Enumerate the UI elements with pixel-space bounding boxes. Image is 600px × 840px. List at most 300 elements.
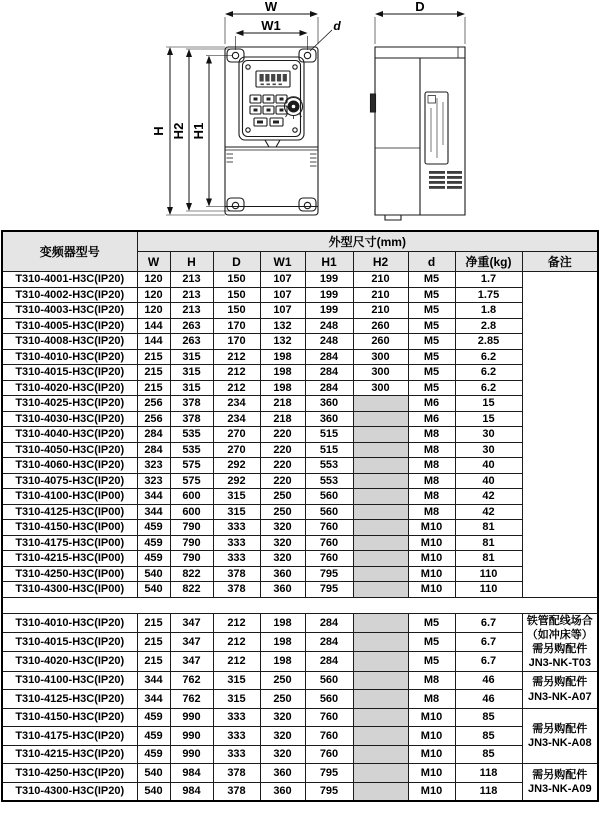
cell-w1: 250 bbox=[260, 489, 305, 505]
cell-h1: 760 bbox=[305, 745, 353, 764]
cell-w1: 220 bbox=[260, 458, 305, 474]
cell-weight: 30 bbox=[455, 427, 522, 443]
cell-screw: M8 bbox=[408, 690, 455, 709]
cell-screw: M8 bbox=[408, 489, 455, 505]
section-separator bbox=[2, 597, 598, 613]
cell-weight: 1.7 bbox=[455, 272, 522, 288]
table-row bbox=[2, 411, 598, 427]
table-row bbox=[2, 727, 598, 746]
cell-d: 378 bbox=[213, 566, 260, 582]
cell-screw: M5 bbox=[408, 318, 455, 334]
cell-w: 540 bbox=[137, 782, 170, 801]
table-row bbox=[2, 349, 598, 365]
cell-h2 bbox=[353, 520, 408, 536]
cell-weight: 42 bbox=[455, 504, 522, 520]
dim-label-w: W bbox=[264, 0, 278, 14]
cell-w1: 198 bbox=[260, 380, 305, 396]
table-row bbox=[2, 504, 598, 520]
cell-model: T310-4150-H3C(IP20) bbox=[2, 708, 137, 727]
cell-h2 bbox=[353, 504, 408, 520]
cell-d: 315 bbox=[213, 671, 260, 690]
cell-h2 bbox=[353, 671, 408, 690]
cell-w1: 220 bbox=[260, 442, 305, 458]
cell-weight: 2.85 bbox=[455, 334, 522, 350]
cell-screw: M10 bbox=[408, 566, 455, 582]
cell-model: T310-4001-H3C(IP20) bbox=[2, 272, 137, 288]
cell-weight: 6.7 bbox=[455, 632, 522, 651]
cell-h1: 560 bbox=[305, 504, 353, 520]
cell-h1: 199 bbox=[305, 303, 353, 319]
cell-h: 263 bbox=[170, 334, 213, 350]
cell-d: 378 bbox=[213, 582, 260, 598]
cell-d: 150 bbox=[213, 272, 260, 288]
table-row bbox=[2, 632, 598, 651]
cell-model: T310-4020-H3C(IP20) bbox=[2, 380, 137, 396]
table-row bbox=[2, 690, 598, 709]
cell-h1: 553 bbox=[305, 473, 353, 489]
cell-h2 bbox=[353, 690, 408, 709]
col-header-remark: 备注 bbox=[522, 252, 598, 272]
cell-h1: 199 bbox=[305, 287, 353, 303]
cell-w1: 220 bbox=[260, 473, 305, 489]
cell-w: 459 bbox=[137, 535, 170, 551]
front-view bbox=[225, 47, 318, 215]
cell-w: 459 bbox=[137, 520, 170, 536]
table-row bbox=[2, 458, 598, 474]
cell-h: 990 bbox=[170, 727, 213, 746]
cell-w: 215 bbox=[137, 632, 170, 651]
cell-d: 315 bbox=[213, 489, 260, 505]
cell-h: 984 bbox=[170, 782, 213, 801]
cell-screw: M6 bbox=[408, 411, 455, 427]
cell-screw: M10 bbox=[408, 708, 455, 727]
cell-screw: M5 bbox=[408, 365, 455, 381]
cell-w1: 198 bbox=[260, 349, 305, 365]
cell-h2 bbox=[353, 727, 408, 746]
cell-h1: 560 bbox=[305, 489, 353, 505]
cell-screw: M5 bbox=[408, 349, 455, 365]
cell-w: 459 bbox=[137, 727, 170, 746]
cell-h1: 795 bbox=[305, 566, 353, 582]
cell-d: 170 bbox=[213, 334, 260, 350]
cell-w1: 107 bbox=[260, 272, 305, 288]
cell-model: T310-4300-H3C(IP20) bbox=[2, 782, 137, 801]
cell-w: 256 bbox=[137, 411, 170, 427]
cell-d: 378 bbox=[213, 764, 260, 783]
table-row bbox=[2, 473, 598, 489]
cell-model: T310-4150-H3C(IP00) bbox=[2, 520, 137, 536]
cell-d: 378 bbox=[213, 782, 260, 801]
cell-w1: 320 bbox=[260, 535, 305, 551]
cell-h: 347 bbox=[170, 613, 213, 632]
cell-h1: 284 bbox=[305, 632, 353, 651]
cell-weight: 6.2 bbox=[455, 365, 522, 381]
cell-h2: 300 bbox=[353, 380, 408, 396]
cell-screw: M10 bbox=[408, 764, 455, 783]
cell-h1: 553 bbox=[305, 458, 353, 474]
table-row bbox=[2, 745, 598, 764]
cell-screw: M10 bbox=[408, 582, 455, 598]
cell-h1: 199 bbox=[305, 272, 353, 288]
cell-h1: 760 bbox=[305, 727, 353, 746]
remark-cell: 铁管配线场合 （如冲床等） 需另购配件 JN3-NK-T03 bbox=[522, 613, 598, 671]
cell-screw: M8 bbox=[408, 427, 455, 443]
cell-w1: 198 bbox=[260, 365, 305, 381]
cell-h1: 284 bbox=[305, 613, 353, 632]
cell-screw: M10 bbox=[408, 745, 455, 764]
cell-w1: 107 bbox=[260, 287, 305, 303]
cell-h1: 795 bbox=[305, 764, 353, 783]
cell-model: T310-4003-H3C(IP20) bbox=[2, 303, 137, 319]
cell-model: T310-4008-H3C(IP20) bbox=[2, 334, 137, 350]
cell-model: T310-4020-H3C(IP20) bbox=[2, 652, 137, 671]
cell-d: 150 bbox=[213, 287, 260, 303]
cell-w1: 250 bbox=[260, 690, 305, 709]
cell-h1: 284 bbox=[305, 349, 353, 365]
cell-weight: 6.2 bbox=[455, 349, 522, 365]
cell-model: T310-4030-H3C(IP20) bbox=[2, 411, 137, 427]
cell-h1: 515 bbox=[305, 442, 353, 458]
cell-d: 212 bbox=[213, 380, 260, 396]
table-row bbox=[2, 396, 598, 412]
cell-screw: M10 bbox=[408, 727, 455, 746]
cell-weight: 15 bbox=[455, 411, 522, 427]
cell-h2 bbox=[353, 427, 408, 443]
cell-h2 bbox=[353, 652, 408, 671]
cell-h1: 795 bbox=[305, 782, 353, 801]
cell-weight: 30 bbox=[455, 442, 522, 458]
cell-model: T310-4125-H3C(IP00) bbox=[2, 504, 137, 520]
col-header-screw: d bbox=[408, 252, 455, 272]
cell-h: 600 bbox=[170, 504, 213, 520]
cell-h2 bbox=[353, 396, 408, 412]
cell-h1: 515 bbox=[305, 427, 353, 443]
cell-w: 344 bbox=[137, 671, 170, 690]
cell-w1: 198 bbox=[260, 652, 305, 671]
cell-d: 315 bbox=[213, 690, 260, 709]
cell-h: 315 bbox=[170, 349, 213, 365]
cell-h1: 760 bbox=[305, 520, 353, 536]
dim-label-w1: W1 bbox=[261, 18, 281, 33]
cell-w: 215 bbox=[137, 365, 170, 381]
cell-model: T310-4010-H3C(IP20) bbox=[2, 349, 137, 365]
cell-w1: 320 bbox=[260, 745, 305, 764]
cell-screw: M10 bbox=[408, 551, 455, 567]
cell-h: 822 bbox=[170, 566, 213, 582]
cell-model: T310-4050-H3C(IP20) bbox=[2, 442, 137, 458]
model-column-header: 变频器型号 bbox=[2, 231, 137, 272]
cell-h1: 795 bbox=[305, 582, 353, 598]
cell-h: 575 bbox=[170, 473, 213, 489]
cell-w: 540 bbox=[137, 764, 170, 783]
cell-screw: M5 bbox=[408, 334, 455, 350]
cell-h: 378 bbox=[170, 411, 213, 427]
cell-w1: 218 bbox=[260, 396, 305, 412]
cell-h: 790 bbox=[170, 535, 213, 551]
cell-w: 256 bbox=[137, 396, 170, 412]
cell-model: T310-4215-H3C(IP20) bbox=[2, 745, 137, 764]
cell-d: 292 bbox=[213, 458, 260, 474]
cell-weight: 81 bbox=[455, 551, 522, 567]
cell-model: T310-4015-H3C(IP20) bbox=[2, 365, 137, 381]
cell-d: 315 bbox=[213, 504, 260, 520]
cell-model: T310-4125-H3C(IP20) bbox=[2, 690, 137, 709]
col-header-h2: H2 bbox=[353, 252, 408, 272]
cell-weight: 46 bbox=[455, 671, 522, 690]
cell-d: 234 bbox=[213, 396, 260, 412]
cell-weight: 81 bbox=[455, 535, 522, 551]
cell-model: T310-4075-H3C(IP20) bbox=[2, 473, 137, 489]
cell-model: T310-4100-H3C(IP00) bbox=[2, 489, 137, 505]
col-header-w1: W1 bbox=[260, 252, 305, 272]
dim-label-h1: H1 bbox=[191, 122, 206, 140]
cell-weight: 6.7 bbox=[455, 613, 522, 632]
dimension-drawing bbox=[0, 0, 600, 230]
cell-d: 212 bbox=[213, 632, 260, 651]
cell-h2: 260 bbox=[353, 334, 408, 350]
cell-screw: M5 bbox=[408, 632, 455, 651]
cell-h2 bbox=[353, 566, 408, 582]
cell-d: 333 bbox=[213, 535, 260, 551]
cell-h: 575 bbox=[170, 458, 213, 474]
cell-h: 213 bbox=[170, 272, 213, 288]
cell-model: T310-4005-H3C(IP20) bbox=[2, 318, 137, 334]
cell-w1: 360 bbox=[260, 582, 305, 598]
dim-label-h2: H2 bbox=[171, 122, 186, 140]
side-view bbox=[371, 47, 466, 220]
cell-h2 bbox=[353, 745, 408, 764]
cell-h: 315 bbox=[170, 380, 213, 396]
cell-w1: 250 bbox=[260, 671, 305, 690]
dim-label-d: d bbox=[333, 19, 341, 33]
cell-w1: 220 bbox=[260, 427, 305, 443]
cell-d: 333 bbox=[213, 551, 260, 567]
cell-h1: 284 bbox=[305, 380, 353, 396]
cell-h2 bbox=[353, 473, 408, 489]
table-row bbox=[2, 652, 598, 671]
cell-h2 bbox=[353, 764, 408, 783]
cell-h: 535 bbox=[170, 442, 213, 458]
col-header-w: W bbox=[137, 252, 170, 272]
cell-h2: 210 bbox=[353, 287, 408, 303]
cell-screw: M5 bbox=[408, 652, 455, 671]
dim-label-h: H bbox=[151, 126, 166, 136]
cell-d: 333 bbox=[213, 520, 260, 536]
cell-w1: 132 bbox=[260, 318, 305, 334]
cell-h: 762 bbox=[170, 690, 213, 709]
cell-d: 170 bbox=[213, 318, 260, 334]
cell-weight: 85 bbox=[455, 708, 522, 727]
cell-h1: 760 bbox=[305, 535, 353, 551]
cell-h: 378 bbox=[170, 396, 213, 412]
cell-screw: M8 bbox=[408, 504, 455, 520]
cell-w1: 320 bbox=[260, 520, 305, 536]
cell-h2 bbox=[353, 782, 408, 801]
col-header-d: D bbox=[213, 252, 260, 272]
cell-screw: M8 bbox=[408, 671, 455, 690]
cell-h: 790 bbox=[170, 520, 213, 536]
cell-h1: 248 bbox=[305, 318, 353, 334]
cell-h: 990 bbox=[170, 745, 213, 764]
cell-h: 535 bbox=[170, 427, 213, 443]
cell-h2: 260 bbox=[353, 318, 408, 334]
cell-w1: 132 bbox=[260, 334, 305, 350]
col-header-weight: 净重(kg) bbox=[455, 252, 522, 272]
cell-d: 212 bbox=[213, 652, 260, 671]
cell-h1: 248 bbox=[305, 334, 353, 350]
cell-h: 315 bbox=[170, 365, 213, 381]
cell-w: 215 bbox=[137, 380, 170, 396]
cell-screw: M10 bbox=[408, 520, 455, 536]
cell-w: 459 bbox=[137, 551, 170, 567]
cell-h2: 210 bbox=[353, 303, 408, 319]
cell-weight: 46 bbox=[455, 690, 522, 709]
cell-weight: 40 bbox=[455, 473, 522, 489]
cell-w: 120 bbox=[137, 287, 170, 303]
cell-weight: 2.8 bbox=[455, 318, 522, 334]
cell-h2 bbox=[353, 489, 408, 505]
cell-h1: 560 bbox=[305, 671, 353, 690]
cell-h1: 360 bbox=[305, 396, 353, 412]
cell-w: 120 bbox=[137, 272, 170, 288]
table-row bbox=[2, 613, 598, 632]
cell-w: 459 bbox=[137, 708, 170, 727]
cell-screw: M8 bbox=[408, 458, 455, 474]
cell-w: 215 bbox=[137, 652, 170, 671]
cell-h: 990 bbox=[170, 708, 213, 727]
cell-model: T310-4250-H3C(IP00) bbox=[2, 566, 137, 582]
cell-model: T310-4015-H3C(IP20) bbox=[2, 632, 137, 651]
table-row bbox=[2, 442, 598, 458]
cell-weight: 85 bbox=[455, 745, 522, 764]
remark-cell: 需另购配件 JN3-NK-A07 bbox=[522, 671, 598, 708]
cell-model: T310-4010-H3C(IP20) bbox=[2, 613, 137, 632]
table-row bbox=[2, 708, 598, 727]
separator-cell bbox=[2, 597, 598, 613]
cell-h1: 760 bbox=[305, 551, 353, 567]
cell-h: 822 bbox=[170, 582, 213, 598]
cell-w: 120 bbox=[137, 303, 170, 319]
cell-h2 bbox=[353, 411, 408, 427]
table-row bbox=[2, 287, 598, 303]
cell-screw: M10 bbox=[408, 535, 455, 551]
table-row bbox=[2, 427, 598, 443]
cell-d: 270 bbox=[213, 442, 260, 458]
cell-d: 292 bbox=[213, 473, 260, 489]
cell-h2: 300 bbox=[353, 349, 408, 365]
cell-w1: 360 bbox=[260, 782, 305, 801]
cell-weight: 15 bbox=[455, 396, 522, 412]
cell-model: T310-4300-H3C(IP00) bbox=[2, 582, 137, 598]
table-row bbox=[2, 551, 598, 567]
cell-model: T310-4175-H3C(IP00) bbox=[2, 535, 137, 551]
col-header-h: H bbox=[170, 252, 213, 272]
cell-model: T310-4002-H3C(IP20) bbox=[2, 287, 137, 303]
cell-model: T310-4025-H3C(IP20) bbox=[2, 396, 137, 412]
cell-w1: 250 bbox=[260, 504, 305, 520]
outer-dimensions-header: 外型尺寸(mm) bbox=[137, 231, 598, 252]
cell-w: 344 bbox=[137, 489, 170, 505]
cell-weight: 118 bbox=[455, 782, 522, 801]
cell-screw: M10 bbox=[408, 782, 455, 801]
cell-h2 bbox=[353, 582, 408, 598]
cell-weight: 110 bbox=[455, 582, 522, 598]
cell-model: T310-4250-H3C(IP20) bbox=[2, 764, 137, 783]
cell-weight: 40 bbox=[455, 458, 522, 474]
cell-w1: 320 bbox=[260, 727, 305, 746]
cell-h: 984 bbox=[170, 764, 213, 783]
cell-h1: 284 bbox=[305, 652, 353, 671]
foot bbox=[385, 215, 401, 220]
cell-w1: 198 bbox=[260, 613, 305, 632]
cell-h: 762 bbox=[170, 671, 213, 690]
cell-w: 215 bbox=[137, 613, 170, 632]
cell-h: 600 bbox=[170, 489, 213, 505]
table-row bbox=[2, 334, 598, 350]
cell-w: 323 bbox=[137, 473, 170, 489]
cell-w: 215 bbox=[137, 349, 170, 365]
cell-h1: 760 bbox=[305, 708, 353, 727]
cell-d: 270 bbox=[213, 427, 260, 443]
cell-weight: 6.2 bbox=[455, 380, 522, 396]
cell-w: 144 bbox=[137, 334, 170, 350]
table-row bbox=[2, 380, 598, 396]
cell-w: 540 bbox=[137, 566, 170, 582]
cell-h: 213 bbox=[170, 303, 213, 319]
cell-screw: M5 bbox=[408, 272, 455, 288]
cell-w1: 320 bbox=[260, 708, 305, 727]
cell-weight: 118 bbox=[455, 764, 522, 783]
cell-h2 bbox=[353, 458, 408, 474]
cell-h: 347 bbox=[170, 632, 213, 651]
cell-screw: M5 bbox=[408, 613, 455, 632]
cell-w1: 198 bbox=[260, 632, 305, 651]
cell-weight: 1.8 bbox=[455, 303, 522, 319]
table-row bbox=[2, 671, 598, 690]
cell-d: 333 bbox=[213, 745, 260, 764]
mount-clip bbox=[371, 94, 376, 112]
cell-model: T310-4040-H3C(IP20) bbox=[2, 427, 137, 443]
cell-weight: 1.75 bbox=[455, 287, 522, 303]
cell-model: T310-4175-H3C(IP20) bbox=[2, 727, 137, 746]
cell-screw: M5 bbox=[408, 303, 455, 319]
cell-h: 213 bbox=[170, 287, 213, 303]
table-row bbox=[2, 365, 598, 381]
cell-h1: 360 bbox=[305, 411, 353, 427]
table-row bbox=[2, 582, 598, 598]
cell-d: 333 bbox=[213, 727, 260, 746]
cell-d: 212 bbox=[213, 349, 260, 365]
table-row bbox=[2, 566, 598, 582]
cell-h2 bbox=[353, 442, 408, 458]
cell-h: 263 bbox=[170, 318, 213, 334]
cell-h1: 284 bbox=[305, 365, 353, 381]
cell-d: 212 bbox=[213, 613, 260, 632]
cell-w1: 360 bbox=[260, 764, 305, 783]
remark-cell bbox=[522, 272, 598, 598]
cell-weight: 110 bbox=[455, 566, 522, 582]
cell-model: T310-4100-H3C(IP20) bbox=[2, 671, 137, 690]
cell-h2 bbox=[353, 551, 408, 567]
cell-h1: 560 bbox=[305, 690, 353, 709]
cell-h2: 300 bbox=[353, 365, 408, 381]
cell-weight: 42 bbox=[455, 489, 522, 505]
cell-w: 144 bbox=[137, 318, 170, 334]
cell-w: 344 bbox=[137, 504, 170, 520]
cell-w: 284 bbox=[137, 442, 170, 458]
cell-d: 150 bbox=[213, 303, 260, 319]
cell-screw: M5 bbox=[408, 380, 455, 396]
